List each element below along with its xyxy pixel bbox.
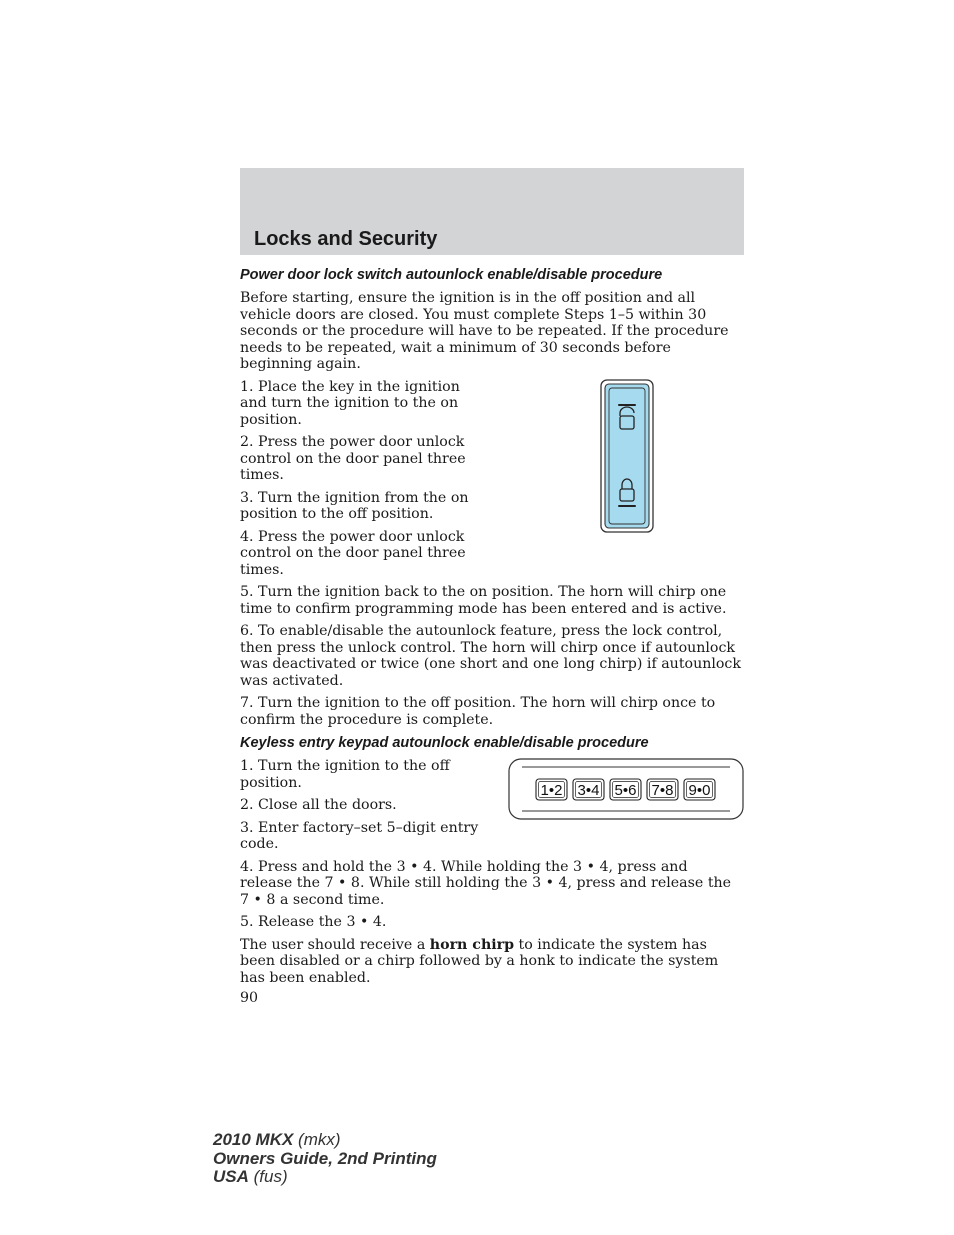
keypad-key-label: 9•0 (688, 782, 711, 799)
section-heading-power-door-lock: Power door lock switch autounlock enable/disable procedure (240, 267, 663, 283)
keyless-entry-keypad-illustration (508, 758, 744, 820)
step-3: 3. Turn the ignition from the on position to the off position. (240, 489, 469, 522)
footer-line-2: Owners Guide, 2nd Printing (213, 1148, 437, 1168)
keypad-step-4: 4. Press and hold the 3 • 4. While holding the 3 • 4, press and release the 7 • 8. While still holding the 3 • 4, press and release the 7 • 8 a second time. (240, 858, 732, 908)
section-header-band (240, 168, 744, 255)
keypad-key-label: 3•4 (577, 782, 600, 799)
page-number: 90 (240, 990, 259, 1006)
footer-line-1: 2010 MKX (mkx) (213, 1130, 341, 1149)
keypad-step-5: 5. Release the 3 • 4. (240, 914, 387, 930)
intro-paragraph: Before starting, ensure the ignition is in the off position and all vehicle doors are closed. You must complete Steps 1–5 within 30 seconds or the procedure will have to be repeated. If the procedure needs to be repeated, wait a minimum of 30 seconds before beginning again. (240, 290, 729, 372)
footer-line-3: USA (fus) (213, 1167, 288, 1186)
horn-chirp-emphasis: horn chirp (429, 936, 515, 953)
keypad-key-3 (610, 779, 641, 800)
page-title: Locks and Security (254, 228, 438, 250)
keypad-step-3: 3. Enter factory–set 5–digit entry code. (240, 819, 479, 852)
keypad-key-label: 7•8 (651, 782, 674, 799)
step-5: 5. Turn the ignition back to the on position. The horn will chirp one time to confirm programming mode has been entered and is active. (240, 584, 727, 617)
keypad-key-5 (684, 779, 715, 800)
closing-paragraph: The user should receive a horn chirp to indicate the system has been disabled or a chirp followed by a honk to indicate the system has been enabled. (240, 936, 719, 986)
lock-steps-block (240, 379, 744, 579)
step-4: 4. Press the power door unlock control on the door panel three times. (240, 528, 466, 578)
step-2: 2. Press the power door unlock control on the door panel three times. (240, 434, 466, 483)
step-7: 7. Turn the ignition to the off position. The horn will chirp once to confirm the procedure is complete. (240, 695, 716, 728)
keypad-key-1 (536, 779, 567, 800)
keypad-key-4 (647, 779, 678, 800)
step-1: 1. Place the key in the ignition and turn the ignition to the on position. (240, 378, 460, 428)
keypad-key-label: 1•2 (540, 782, 563, 799)
document-footer (213, 1131, 437, 1187)
keypad-steps-block (240, 758, 744, 853)
keypad-key-label: 5•6 (614, 782, 637, 799)
power-door-lock-switch-illustration (600, 379, 654, 533)
page-content (240, 266, 744, 1013)
keypad-step-1: 1. Turn the ignition to the off position. (240, 758, 450, 791)
step-6: 6. To enable/disable the autounlock feature, press the lock control, then press the unlock control. The horn will chirp once if autounlock was deactivated or twice (one short and one long chirp) if autounlock was activated. (240, 623, 741, 689)
section-heading-keyless-entry: Keyless entry keypad autounlock enable/disable procedure (240, 735, 649, 751)
keypad-key-2 (573, 779, 604, 800)
keypad-step-2: 2. Close all the doors. (240, 797, 397, 813)
